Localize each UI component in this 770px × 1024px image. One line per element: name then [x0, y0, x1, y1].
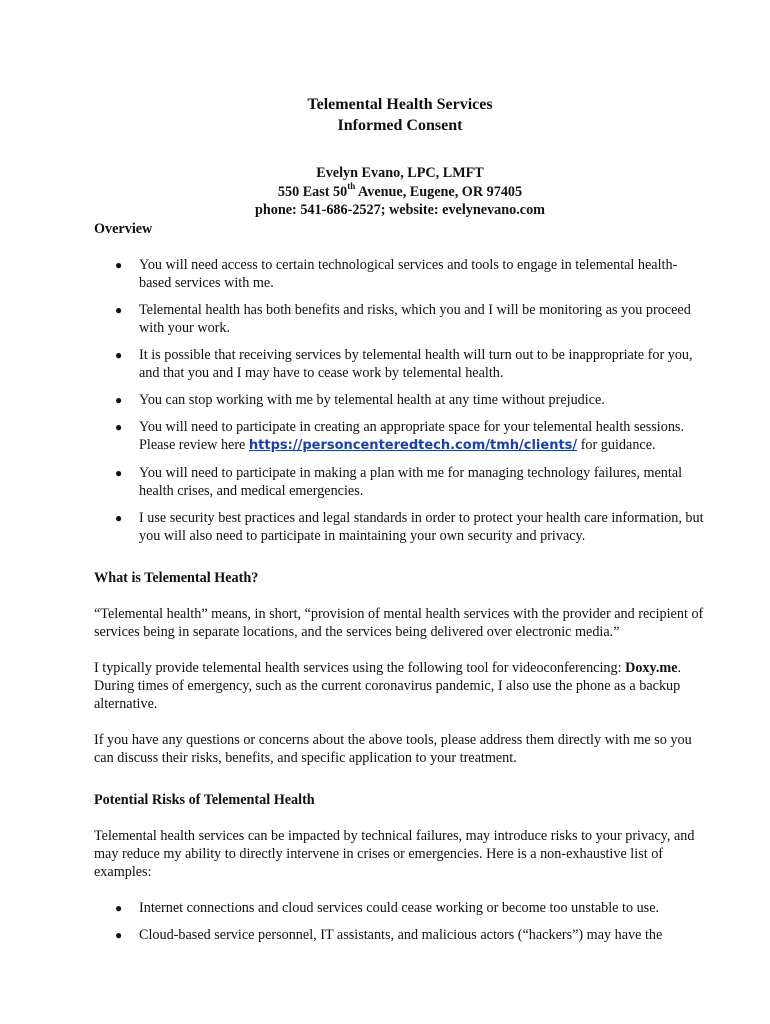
- document-subtitle: Informed Consent: [337, 117, 463, 134]
- bullet-icon: ●: [115, 392, 123, 407]
- list-item: ● Telemental health has both benefits and risks, which you and I will be monitoring as you proceed with your work.: [115, 301, 691, 336]
- doxy-tool-name: Doxy.me: [625, 659, 678, 676]
- bullet-icon: ●: [115, 510, 123, 525]
- provider-name: Evelyn Evano, LPC, LMFT: [316, 165, 484, 181]
- list-item: ● You will need to participate in making a plan with me for managing technology failures, mental health crises, and medical emergencies.: [115, 464, 683, 499]
- questions-paragraph: If you have any questions or concerns about the above tools, please address them directly with me so you can discuss their risks, benefits, and specific application to your treatment.: [94, 731, 692, 766]
- address-ordinal: th: [347, 180, 356, 191]
- what-is-heading: What is Telemental Heath?: [94, 569, 259, 586]
- definition-paragraph: “Telemental health” means, in short, “provision of mental health services with the provider and recipient of services being in separate locations, and the services being delivered over electronic media.”: [94, 605, 704, 640]
- tools-paragraph: I typically provide telemental health services using the following tool for videoconferencing: Doxy.me. During times of emergency, such as the current coronavirus pandemic, I also use the phone as a backup alternative.: [94, 659, 682, 712]
- list-item: ● I use security best practices and legal standards in order to protect your health care information, but you will also need to participate in maintaining your own security and privacy.: [115, 509, 704, 544]
- list-item: ● You can stop working with me by telemental health at any time without prejudice.: [115, 391, 605, 408]
- risks-paragraph: Telemental health services can be impacted by technical failures, may introduce risks to your privacy, and may reduce my ability to directly intervene in crises or emergencies. Here is a non-exhaustive list of examples:: [94, 827, 695, 880]
- risks-list: [94, 899, 706, 944]
- bullet-icon: ●: [115, 347, 123, 362]
- list-item: ● It is possible that receiving services by telemental health will turn out to be inappropriate for you, and that you and I may have to cease work by telemental health.: [115, 346, 693, 381]
- risks-heading: Potential Risks of Telemental Health: [94, 791, 315, 808]
- bullet-icon: ●: [115, 257, 123, 272]
- overview-list: [94, 256, 706, 545]
- list-item: ● You will need access to certain technological services and tools to engage in telemental health-based services with me.: [115, 256, 678, 291]
- clients-guidance-link[interactable]: https://personcenteredtech.com/tmh/clients/: [248, 437, 578, 453]
- document-title: Telemental Health Services: [307, 96, 493, 113]
- bullet-icon: ●: [115, 302, 123, 317]
- list-item: ● Internet connections and cloud services could cease working or become too unstable to use.: [115, 899, 660, 916]
- bullet-icon: ●: [115, 419, 123, 434]
- bullet-icon: ●: [115, 465, 123, 480]
- address-city: Avenue, Eugene, OR 97405: [355, 183, 523, 200]
- bullet-icon: ●: [115, 927, 123, 942]
- list-item: ● Cloud-based service personnel, IT assistants, and malicious actors (“hackers”) may have the: [115, 926, 663, 943]
- address-street: 550 East 50: [277, 183, 348, 200]
- list-item: ● You will need to participate in creating an appropriate space for your telemental health sessions. Please review here https://personcenteredtech.com/tmh/clients/ for guidance.: [115, 418, 684, 453]
- provider-address: [94, 180, 706, 202]
- provider-phone-website: phone: 541-686-2527; website: evelynevano.com: [254, 202, 546, 218]
- overview-heading: Overview: [94, 220, 153, 237]
- bullet-icon: ●: [115, 900, 123, 915]
- document-content: [94, 94, 706, 953]
- provider-contact: [94, 164, 706, 220]
